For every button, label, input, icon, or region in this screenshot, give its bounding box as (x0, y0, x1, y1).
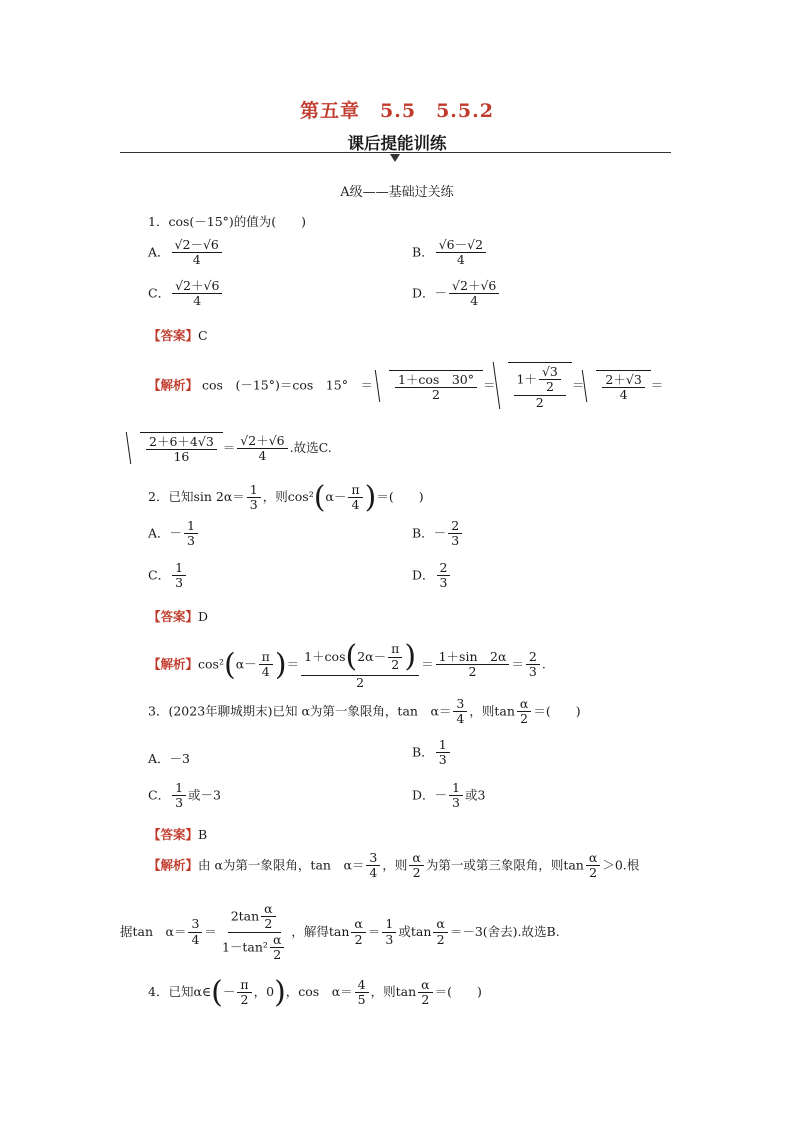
q2-option-b-label: B．－ (412, 525, 447, 541)
q3-solution-line1 (148, 851, 639, 881)
fraction-denominator: 4 (193, 293, 202, 309)
fraction-numerator: π (237, 978, 251, 993)
fraction-numerator: √3 (539, 365, 561, 380)
half-alpha (351, 917, 365, 947)
text-fragment: ，则tan (370, 984, 417, 999)
fraction-denominator: 2 (535, 394, 544, 410)
text-fragment: 2tan (230, 908, 260, 924)
fraction-denominator: 2 (431, 387, 440, 403)
q1-option-c (148, 279, 224, 309)
text-fragment: 1＋ (516, 371, 537, 387)
text-fragment: α－ (235, 656, 257, 672)
q1-option-a (148, 238, 224, 268)
fraction-denominator: 3 (439, 575, 448, 591)
fraction-denominator: 2 (421, 992, 430, 1007)
q3-answer-value: B (198, 827, 208, 842)
radical-sign (389, 370, 483, 403)
q3-option-d (412, 781, 485, 811)
q1-option-d (412, 279, 501, 309)
radical-sign (508, 362, 572, 410)
fraction-numerator: 3 (188, 917, 202, 932)
fraction-denominator: 3 (249, 497, 258, 512)
answer-label: 【答案】 (148, 609, 199, 624)
fraction-denominator: 4 (351, 497, 360, 512)
fraction-denominator: 3 (175, 795, 184, 811)
fraction-numerator: 1 (449, 781, 463, 796)
q1-option-a-label: A． (148, 244, 170, 260)
fraction-denominator: 4 (261, 664, 270, 680)
fraction-denominator: 2 (391, 656, 400, 672)
q3-option-c-label: C． (148, 787, 171, 803)
q1-option-b-label: B． (412, 244, 434, 260)
q2-sol-result (526, 650, 540, 680)
fraction-numerator: π (348, 483, 362, 498)
q1-answer-value: C (198, 328, 208, 343)
fraction-denominator: 4 (258, 447, 267, 463)
fraction-denominator: 2 (273, 947, 282, 963)
q2-solution: 【解析】cos²(α－ $\frac{\pi}{4}$ )＝ 1＋cos(2α－ $\frac{\pi}{2}$ ) 2 ＝ $\frac{1+\sin 2\alpha}{2}$ ＝ $\frac{2}{3}$ . (148, 639, 546, 690)
radical-sign (140, 432, 223, 465)
fraction-numerator: 1 (247, 483, 261, 498)
fraction-numerator: √2＋√6 (237, 434, 287, 449)
q2-answer-value: D (198, 609, 209, 624)
fraction-numerator (228, 902, 281, 933)
q1-option-c-fraction (172, 279, 222, 309)
fraction-denominator: 16 (173, 449, 190, 465)
text-fragment: 或－3 (188, 787, 221, 803)
q3-answer (148, 825, 207, 843)
analysis-label: 【解析】 (148, 656, 199, 672)
text-fragment: 或3 (464, 787, 486, 803)
right-paren: ) (364, 480, 377, 515)
radical-sign (596, 370, 650, 403)
text-fragment: 为第一或第三象限角，则tan (425, 857, 584, 873)
page-subtitle: 课后提能训练 (347, 134, 447, 153)
text-fragment: ＝( ) (533, 703, 581, 719)
fraction-denominator: 2 (240, 992, 249, 1007)
fraction-denominator: 3 (175, 575, 184, 591)
q1-option-a-fraction (172, 238, 222, 268)
fraction-denominator: 3 (452, 795, 460, 811)
fraction-denominator: 4 (456, 252, 465, 268)
fraction-numerator: √2＋√6 (449, 279, 499, 294)
triangle-down-icon (390, 154, 400, 162)
left-paren: ( (211, 975, 223, 1010)
q1-option-d-fraction (449, 279, 499, 309)
text-fragment: 4．已知α∈ (148, 984, 212, 999)
text-fragment: ，解得tan (291, 923, 350, 939)
fraction-denominator: 4 (470, 293, 479, 309)
q1-solution-line2: $\frac{2+6+4√3}{16}$ ＝ $\frac{√2+√6}{4}$ .故选C. (128, 432, 332, 465)
fraction-denominator: 4 (456, 711, 465, 727)
fraction-numerator: 2＋√3 (602, 373, 644, 388)
text-fragment: ＝( ) (434, 984, 482, 999)
q3-stem (148, 697, 581, 727)
title-divider (120, 152, 671, 153)
q2-option-d-label: D． (412, 567, 435, 583)
q1-solution-line1: 【解析】 cos (－15°)＝cos 15° ＝ $\frac{1+\cos 30^\circ}{2}$ ＝ 1＋ $\frac{√3}{2}$ 2 ＝ $\frac{2+√3}{4}$ ＝ (148, 364, 664, 410)
answer-label: 【答案】 (148, 328, 199, 343)
q1-option-b-fraction (436, 238, 486, 268)
fraction-numerator: α (433, 917, 447, 932)
fraction-denominator: 4 (369, 865, 378, 881)
fraction-denominator: 4 (619, 387, 628, 403)
q2-option-d (412, 561, 452, 591)
q1-option-d-label: D．－ (412, 285, 448, 301)
fraction-denominator: 4 (191, 931, 200, 947)
level-heading: A级——基础过关练 (340, 185, 454, 200)
fraction-numerator: α (270, 933, 284, 948)
fraction-numerator: α (517, 697, 531, 712)
q4-stem (148, 975, 482, 1010)
text-fragment: α－ (325, 489, 347, 504)
q2-sol-mid-fraction (436, 650, 510, 680)
fraction-numerator: 3 (366, 851, 380, 866)
q3-sol-fraction-c (586, 851, 600, 881)
inner-fraction (539, 365, 561, 395)
q1-radical-3 (602, 373, 644, 403)
q1-option-c-label: C． (148, 285, 171, 301)
fraction-denominator (219, 933, 289, 963)
q3-option-d-fraction (449, 781, 463, 811)
fraction-numerator: 2＋6＋4√3 (146, 435, 217, 450)
text-fragment: 1－tan² (221, 939, 268, 955)
fraction-numerator: α (261, 902, 275, 917)
text-fragment: 3．(2023年聊城期末)已知 α为第一象限角，tan α＝ (148, 703, 452, 719)
q1-radical-1 (395, 373, 477, 403)
left-paren: ( (313, 480, 326, 515)
fraction-numerator: 1 (184, 519, 198, 534)
fraction-numerator: 1 (172, 781, 186, 796)
fraction-denominator: 3 (451, 533, 460, 549)
q3-solution-line2 (120, 902, 560, 963)
text-fragment: ，则 (382, 857, 408, 873)
fraction-numerator (514, 365, 566, 396)
text-fragment: . (541, 656, 546, 672)
text-fragment: ，则cos² (262, 489, 314, 504)
q3-stem-fraction (453, 697, 467, 727)
left-paren: ( (223, 647, 236, 683)
left-paren: ( (345, 639, 358, 674)
text-fragment: ，cos α＝ (285, 984, 353, 999)
q1-result-fraction (237, 434, 287, 464)
fraction-numerator: 3 (453, 697, 467, 712)
q1-solution-start: cos (－15°)＝cos 15° ＝ (202, 377, 373, 393)
q3-option-c-fraction (172, 781, 186, 811)
fraction-denominator: 2 (468, 664, 477, 680)
fraction-denominator: 2 (589, 865, 598, 881)
text-fragment: 1＋cos (304, 648, 346, 664)
fraction-numerator: √2＋√6 (172, 279, 222, 294)
q3-option-b-label: B． (412, 744, 434, 760)
fraction-numerator: √6－√2 (436, 238, 486, 253)
q2-stem-fraction (247, 483, 261, 513)
pi-over-2 (237, 978, 251, 1008)
q1-conclusion: .故选C. (289, 439, 332, 455)
q1-answer (148, 326, 208, 344)
fraction-denominator: 3 (438, 752, 447, 768)
q2-option-a-fraction (184, 519, 198, 549)
q2-sol-pi-over-4 (259, 650, 273, 680)
q1-radical-4 (146, 435, 217, 465)
right-paren: ) (404, 639, 417, 674)
text-fragment: 或tan (398, 923, 432, 939)
fraction-numerator: 4 (355, 978, 369, 993)
half-alpha (270, 933, 284, 963)
text-fragment: ＝( ) (376, 489, 424, 504)
fraction-denominator: 4 (192, 252, 201, 268)
right-paren: ) (274, 647, 287, 683)
q3-sol2-big-fraction (219, 902, 289, 963)
answer-label: 【答案】 (148, 827, 199, 842)
text-fragment: 2α－ (357, 648, 387, 664)
q3-sol-fraction-a (366, 851, 380, 881)
fraction-numerator: π (259, 650, 273, 665)
q2-sol-big-fraction (301, 640, 419, 690)
half-alpha (418, 978, 432, 1008)
q2-option-a (148, 519, 200, 549)
q1-option-b (412, 238, 488, 268)
text-fragment: ，0 (253, 984, 275, 999)
q1-stem: 1．cos(－15°)的值为( ) (148, 214, 307, 229)
q1-radical-2 (514, 365, 566, 410)
text-fragment: － (222, 984, 236, 999)
fraction-numerator: π (388, 642, 402, 657)
fraction-numerator (301, 640, 419, 676)
q2-option-d-fraction (437, 561, 451, 591)
q4-stem-fraction (355, 978, 369, 1008)
q2-option-c-label: C． (148, 567, 171, 583)
chapter-title: 第五章 5.5 5.5.2 (300, 100, 494, 122)
half-alpha (433, 917, 447, 947)
fraction-numerator: 2 (437, 561, 451, 576)
q2-answer (148, 607, 208, 625)
fraction-numerator: α (409, 851, 423, 866)
fraction-numerator: 1＋cos 30° (395, 373, 477, 388)
fraction-numerator: 1 (172, 561, 186, 576)
q3-sol2-fraction-a (188, 917, 202, 947)
fraction-numerator: α (418, 978, 432, 993)
q3-half-alpha (517, 697, 531, 727)
q3-option-d-label: D．－ (412, 787, 448, 803)
q3-option-b-fraction (436, 738, 450, 768)
fraction-denominator: 2 (436, 931, 445, 947)
fraction-numerator: 1＋sin 2α (436, 650, 510, 665)
analysis-label: 【解析】 (148, 857, 199, 873)
fraction-numerator: 2 (448, 519, 462, 534)
text-fragment: cos² (198, 656, 224, 672)
fraction-denominator: 3 (187, 533, 195, 549)
q3-option-a: A．－3 (148, 751, 190, 766)
fraction-denominator: 2 (264, 916, 273, 932)
q2-stem (148, 480, 424, 515)
q2-option-b-fraction (448, 519, 462, 549)
fraction-denominator: 2 (354, 931, 363, 947)
right-paren: ) (274, 975, 286, 1010)
fraction-denominator: 2 (545, 379, 554, 395)
fraction-numerator: 1 (436, 738, 450, 753)
analysis-label: 【解析】 (148, 377, 199, 393)
text-fragment: ，则tan (469, 703, 515, 719)
q2-option-a-label: A．－ (148, 525, 183, 541)
fraction-numerator: 1 (382, 917, 396, 932)
pi-over-2 (388, 642, 402, 672)
text-fragment: 由 α为第一象限角，tan α＝ (198, 857, 365, 873)
half-alpha (261, 902, 275, 932)
text-fragment: ＞0.根 (602, 857, 640, 873)
fraction-denominator: 2 (356, 674, 365, 690)
q3-sol-fraction-b (409, 851, 423, 881)
text-fragment: ＝－3(舍去).故选B. (449, 923, 560, 939)
q3-option-b (412, 738, 452, 768)
text-fragment: 据tan α＝ (120, 923, 187, 939)
q2-option-b (412, 519, 464, 549)
text-fragment: ＝ (367, 923, 381, 939)
one-third (382, 917, 396, 947)
fraction-denominator: 2 (412, 865, 421, 881)
fraction-denominator: 5 (357, 992, 366, 1007)
text-fragment: 2．已知sin 2α＝ (148, 489, 245, 504)
fraction-denominator: 3 (385, 931, 394, 947)
fraction-numerator: α (351, 917, 365, 932)
q2-pi-over-4 (348, 483, 362, 513)
fraction-numerator: α (586, 851, 600, 866)
fraction-numerator: √2－√6 (172, 238, 222, 253)
q2-option-c (148, 561, 188, 591)
q3-option-c (148, 781, 221, 811)
q2-option-c-fraction (172, 561, 186, 591)
fraction-denominator: 3 (528, 664, 537, 680)
text-fragment: ＝ (204, 923, 217, 939)
fraction-denominator: 2 (520, 711, 529, 727)
fraction-numerator: 2 (526, 650, 540, 665)
